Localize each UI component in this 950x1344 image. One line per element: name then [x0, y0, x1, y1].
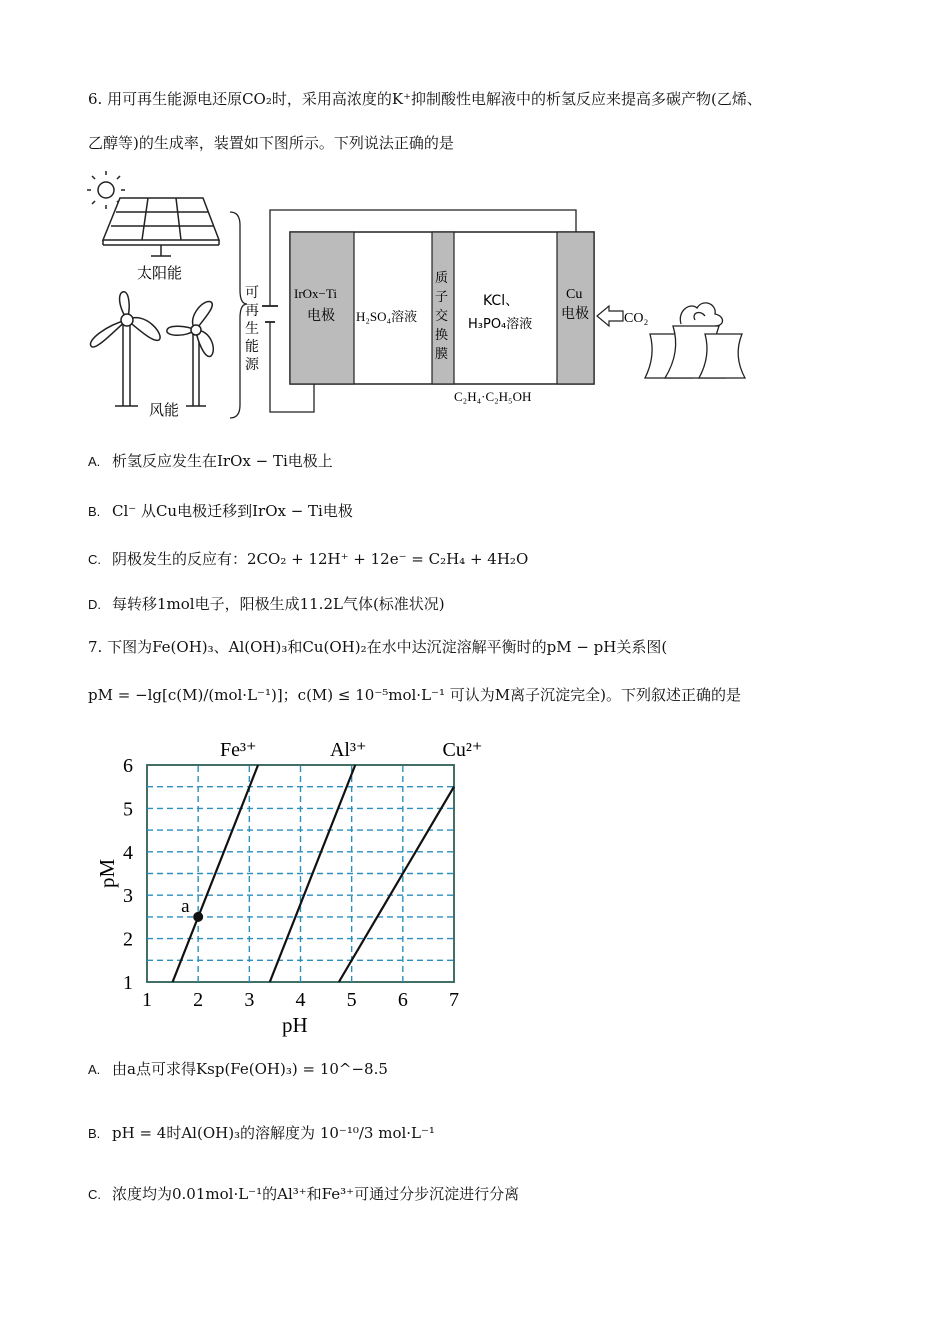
q6-option-a-letter: A.: [88, 454, 101, 469]
wind-label: 风能: [149, 401, 180, 419]
q6-option-c-text: 阴极发生的反应有：2CO₂ + 12H⁺ + 12e⁻ = C₂H₄ + 4H₂O: [112, 550, 529, 568]
x-tick-label: 5: [346, 989, 357, 1011]
kcl-label-0: KCl、: [483, 293, 520, 309]
q7-option-a-text: 由a点可求得Ksp(Fe(OH)₃) = 10^−8.5: [112, 1060, 388, 1078]
solar-panel-icon: [103, 198, 219, 256]
cu-label-0: Cu: [566, 287, 583, 302]
source-label-2: 生: [245, 321, 259, 337]
source-label-3: 能: [245, 339, 259, 355]
x-tick-label: 2: [193, 989, 204, 1011]
q6-stem-line1: 6. 用可再生能源电还原CO₂时，采用高浓度的K⁺抑制酸性电解液中的析氢反应来提高多碳产物(乙烯、: [88, 90, 762, 108]
y-tick-label: 4: [123, 841, 133, 864]
x-tick-label: 1: [142, 989, 152, 1011]
point-a-label: a: [181, 895, 190, 917]
series-labels: [220, 739, 482, 761]
anode-label-1: 电极: [307, 308, 335, 324]
y-tick-label: 3: [123, 885, 133, 908]
series-label: Fe³⁺: [219, 739, 257, 761]
y-tick-label: 6: [123, 755, 133, 777]
q6-option-a-text: 析氢反应发生在IrOx − Ti电极上: [112, 452, 333, 470]
source-label-1: 再: [245, 303, 259, 319]
wind-turbine-icon: [90, 292, 160, 406]
kcl-label-1: H₃PO₄溶液: [468, 317, 533, 332]
solar-label: 太阳能: [137, 264, 183, 282]
pm-ph-chart: [80, 728, 520, 1040]
q6-option-d: [88, 593, 445, 614]
q7-option-a: [88, 1058, 388, 1079]
q6-option-d-letter: D.: [88, 597, 101, 612]
q7-option-c-letter: C.: [88, 1187, 101, 1202]
membrane-label-3: 换: [435, 328, 449, 343]
source-label-0: 可: [245, 285, 259, 301]
q7-option-c-text: 浓度均为0.01mol·L⁻¹的Al³⁺和Fe³⁺可通过分步沉淀进行分离: [112, 1185, 520, 1203]
q6-diagram: [85, 170, 765, 425]
x-axis-label: pH: [282, 1013, 308, 1037]
series-label: Al³⁺: [329, 739, 367, 761]
q6-option-d-text: 每转移1mol电子，阳极生成11.2L气体(标准状况): [112, 595, 445, 613]
q6-option-a: [88, 450, 333, 471]
membrane-label-4: 膜: [435, 347, 449, 362]
q7-option-c: [88, 1183, 519, 1204]
factory-icon: [645, 303, 745, 378]
x-tick-label: 7: [449, 989, 459, 1011]
q7-option-b: [88, 1122, 435, 1143]
q6-option-b-letter: B.: [88, 504, 101, 519]
q6-stem-line2: 乙醇等)的生成率，装置如下图所示。下列说法正确的是: [88, 134, 454, 152]
q7-option-b-letter: B.: [88, 1126, 101, 1141]
q6-option-c: [88, 548, 528, 569]
x-tick-label: 4: [295, 989, 306, 1011]
point-a: [193, 912, 203, 922]
q7-option-b-text: pH = 4时Al(OH)₃的溶解度为 10⁻¹⁰/3 mol·L⁻¹: [112, 1124, 435, 1142]
q7-stem-line2: pM = −lg[c(M)/(mol·L⁻¹)]；c(M) ≤ 10⁻⁵mol·L⁻¹ 可认为M离子沉淀完全)。下列叙述正确的是: [88, 686, 741, 704]
co2-label: CO₂: [624, 311, 649, 326]
wind-turbine-icon: [167, 302, 213, 406]
series-label: Cu²⁺: [442, 739, 483, 761]
co2-arrow-icon: [597, 306, 623, 326]
x-tick-label: 3: [244, 989, 255, 1011]
y-axis-label: pM: [95, 858, 119, 888]
anode-label-0: IrOx−Ti: [294, 286, 337, 301]
membrane-label-2: 交: [435, 309, 449, 324]
h2so4-label: H₂SO₄溶液: [356, 309, 418, 324]
y-tick-label: 1: [123, 972, 133, 994]
cu-label-1: 电极: [561, 306, 589, 322]
source-label-4: 源: [245, 357, 259, 373]
q7-option-a-letter: A.: [88, 1062, 101, 1077]
x-tick-label: 6: [397, 989, 408, 1011]
q6-option-b: [88, 500, 353, 521]
y-tick-label: 2: [123, 928, 133, 951]
membrane-label-0: 质: [435, 271, 449, 286]
products-label: C₂H₄·C₂H₅OH: [454, 389, 532, 404]
q6-option-c-letter: C.: [88, 552, 101, 567]
q7-stem-line1: 7. 下图为Fe(OH)₃、Al(OH)₃和Cu(OH)₂在水中达沉淀溶解平衡时的pM − pH关系图(: [88, 638, 668, 656]
q6-option-b-text: Cl⁻ 从Cu电极迁移到IrOx − Ti电极: [112, 502, 353, 520]
membrane-label-1: 子: [435, 290, 449, 305]
y-tick-label: 5: [123, 798, 133, 821]
